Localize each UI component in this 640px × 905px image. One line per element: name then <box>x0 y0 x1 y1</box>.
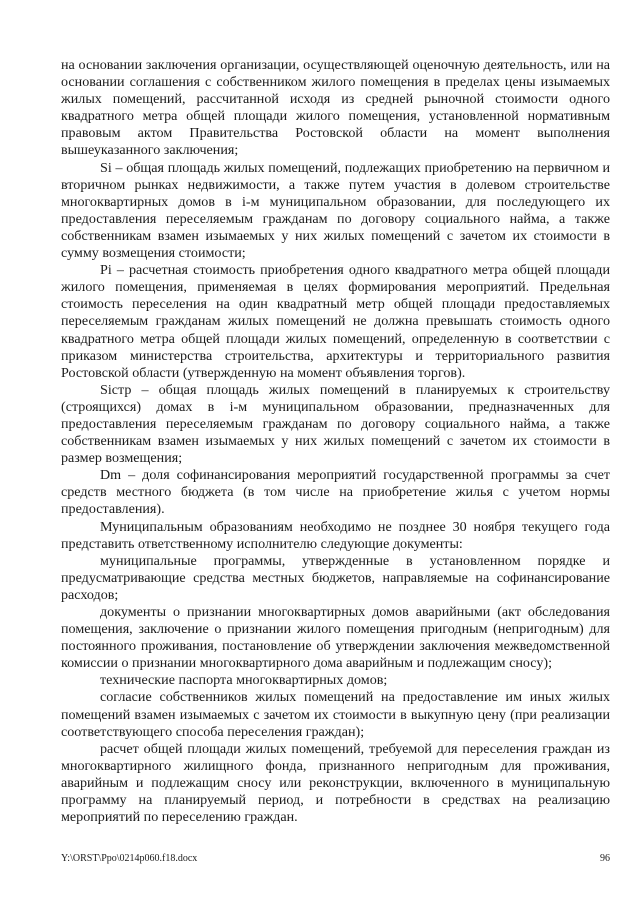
paragraph-4: Sicтр – общая площадь жилых помещений в планируемых к строительству (строящихся) домах в i-м муниципальном образовании, предназначенных для предоставления переселяемым гражданам по договору социального найма, а также собственникам взамен изымаемых у них жилых помещений с зачетом их стоимости в размер возмещения; <box>61 381 610 467</box>
paragraph-8: документы о признании многоквартирных домов аварийными (акт обследования помещения, заключение о признании жилого помещения пригодным (непригодным) для постоянного проживания, постановление об утверждении заключения межведомственной комиссии о признании многоквартирного дома аварийным и подлежащим сносу); <box>61 604 610 672</box>
paragraph-5: Dm – доля софинансирования мероприятий государственной программы за счет средств местного бюджета (в том числе на приобретение жилья с учетом нормы предоставления). <box>61 467 610 518</box>
paragraph-2: Si – общая площадь жилых помещений, подлежащих приобретению на первичном и вторичном рынках недвижимости, а также путем участия в долевом строительстве многоквартирных домов в i-м муниципальном образовании, для последующего их предоставления переселяемым гражданам по договору социального найма, а также собственникам взамен изымаемых у них жилых помещений с зачетом их стоимости в сумму возмещения стоимости; <box>61 159 610 262</box>
page-number: 96 <box>600 853 610 864</box>
paragraph-11: расчет общей площади жилых помещений, требуемой для переселения граждан из многоквартирного жилищного фонда, признанного непригодным для проживания, аварийным и подлежащим сносу или реконструкции, включенного в муниципальную программу на планируемый период, и потребности в средствах на реализацию мероприятий по переселению граждан. <box>61 740 610 826</box>
page-footer <box>61 853 610 865</box>
paragraph-7: муниципальные программы, утвержденные в установленном порядке и предусматривающие средства местных бюджетов, направляемые на софинансирование расходов; <box>61 552 610 603</box>
document-body <box>61 57 610 826</box>
paragraph-1: на основании заключения организации, осуществляющей оценочную деятельность, или на основании соглашения с собственником жилого помещения в пределах цены изымаемых жилых помещений, рассчитанной исходя из средней рыночной стоимости одного квадратного метра общей площади жилого помещения, установленной нормативным правовым актом Правительства Ростовской области на момент выполнения вышеуказанного заключения; <box>61 57 610 159</box>
paragraph-9: технические паспорта многоквартирных домов; <box>100 672 388 689</box>
paragraph-10: согласие собственников жилых помещений на предоставление им иных жилых помещений взамен изымаемых с зачетом их стоимости в выкупную цену (при реализации соответствующего способа переселения граждан); <box>61 689 610 740</box>
paragraph-6: Муниципальным образованиям необходимо не позднее 30 ноября текущего года представить ответственному исполнителю следующие документы: <box>61 518 610 552</box>
footer-file-path: Y:\ORST\Ppo\0214p060.f18.docx <box>61 853 198 864</box>
paragraph-3: Pi – расчетная стоимость приобретения одного квадратного метра общей площади жилого помещения, применяемая в целях формирования мероприятий. Предельная стоимость переселения на один квадратный метр общей площади предоставляемых переселяемым гражданам жилых помещений не должна превышать стоимость одного квадратного метра общей площади жилых помещений, определенную в соответствии с приказом министерства строительства, архитектуры и территориального развития Ростовской области (утвержденную на момент объявления торгов). <box>61 262 610 381</box>
